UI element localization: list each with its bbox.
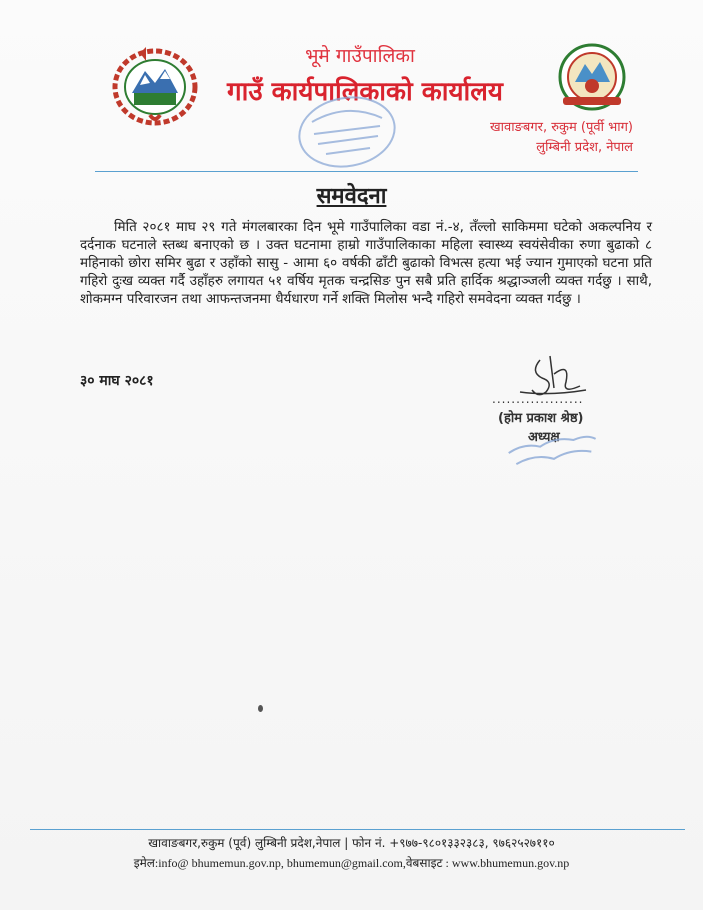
letter-heading: समवेदना <box>316 184 387 209</box>
footer-divider <box>30 829 685 830</box>
nepal-emblem-icon <box>110 45 200 127</box>
signer-title: अध्यक्ष <box>528 430 560 445</box>
signature-stamp-icon <box>503 427 602 478</box>
address-line-1: खावाङबगर, रुकुम (पूर्वी भाग) <box>490 120 633 135</box>
footer-address-phone: खावाङबगर,रुकुम (पूर्व) लुम्बिनी प्रदेश,नेपाल | फोन नं. +९७७-९८०१३३२३८३, ९७६२५२७११० <box>148 836 555 850</box>
signer-name: (होम प्रकाश श्रेष्ठ) <box>498 411 584 426</box>
footer-contact: इमेल:info@ bhumemun.gov.np, bhumemun@gmail.com,वेबसाइट : www.bhumemun.gov.np <box>133 856 570 870</box>
letter-body: मिति २०८१ माघ २९ गते मंगलबारका दिन भूमे गाउँपालिका वडा नं.-४, तँल्लो साकिममा घटेको अकल्पनिय र दर्दनाक घटनाले स्तब्ध बनाएको छ । उक्त घटनामा हाम्रो गाउँपालिकाका महिला स्वास्थ्य स्वयंसेवीका रुणा बुढाको ८ महिनाको छोरा समिर बुढा र उहाँको सासु - आमा ६० वर्षकी ढाँटी बुढाको विभत्स हत्या भई ज्यान गुमाएको घटना प्रति गहिरो दुःख व्यक्त गर्दै उहाँहरु लगायत ५१ वर्षिय मृतक चन्द्रसिङ पुन सबै प्रति हार्दिक श्रद्धाञ्जली व्यक्त गर्दछु । साथै, शोकमग्न परिवारजन तथा आफन्तजनमा धैर्यधारण गर्ने शक्ति मिलोस भन्दै गहिरो समवेदना व्यक्त गर्दछु । <box>80 219 652 307</box>
office-title: गाउँ कार्यपालिकाको कार्यालय <box>227 77 503 107</box>
letter-date: ३० माघ २०८१ <box>80 373 154 389</box>
address-line-2: लुम्बिनी प्रदेश, नेपाल <box>536 140 633 155</box>
municipality-name: भूमे गाउँपालिका <box>305 45 415 67</box>
signature-line: ................... <box>492 392 584 406</box>
office-stamp-icon <box>292 92 402 172</box>
header-divider <box>95 171 638 172</box>
municipality-logo-icon <box>553 42 631 112</box>
paper-speck <box>258 705 263 712</box>
